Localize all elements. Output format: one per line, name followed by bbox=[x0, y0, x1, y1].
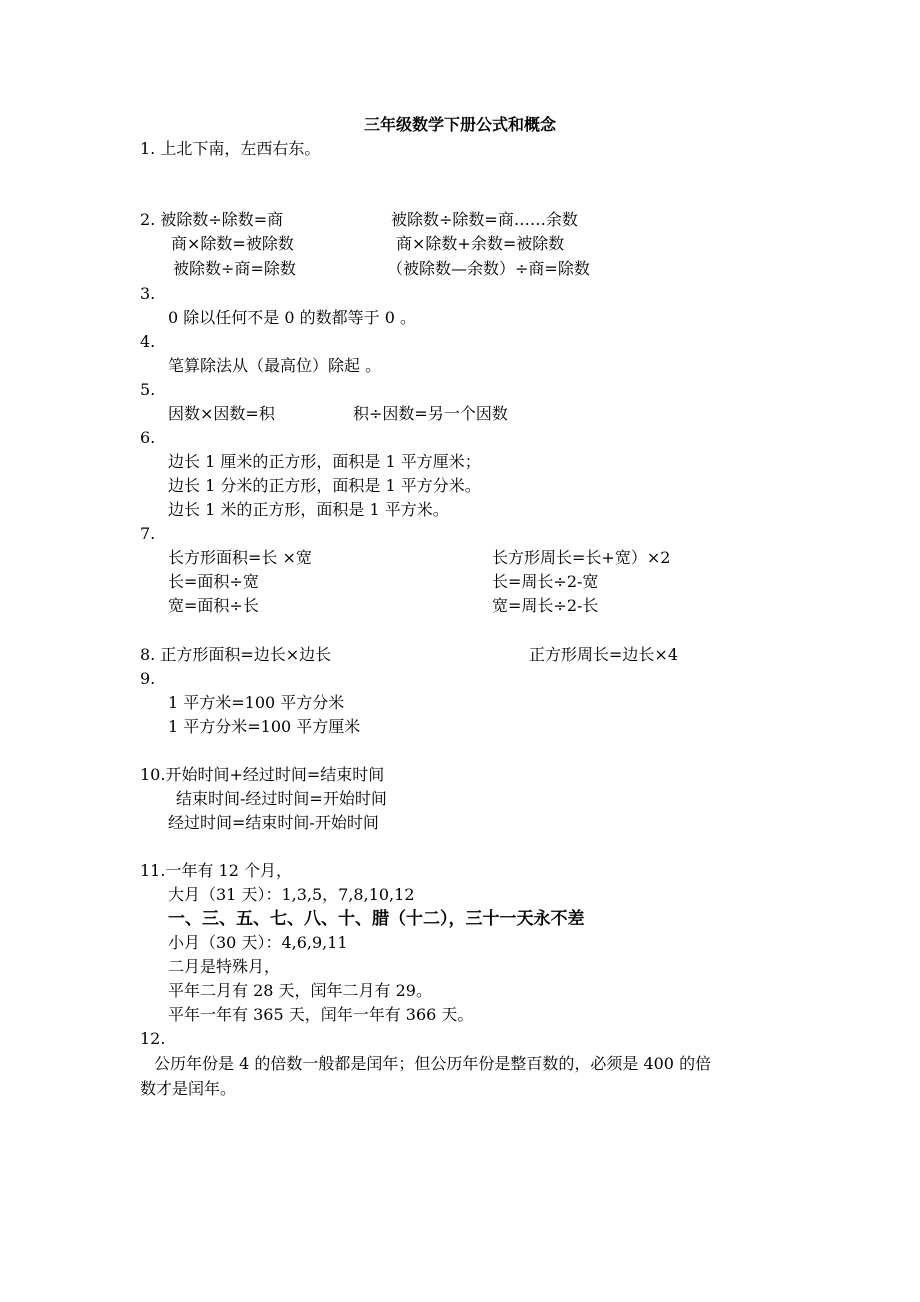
item-11-text-f: 平年二月有 28 天，闰年二月有 29。 bbox=[168, 981, 432, 1000]
item-3-text: 0 除以任何不是 0 的数都等于 0 。 bbox=[168, 308, 416, 327]
item-2-line-e: 被除数÷商=除数 bbox=[173, 259, 296, 278]
item-7-text-a: 长方形面积=长 ×宽 bbox=[168, 548, 312, 567]
item-7-text-c: 长=面积÷宽 bbox=[168, 572, 259, 591]
item-11-text-e: 二月是特殊月， bbox=[168, 957, 281, 976]
item-6-text-b: 边长 1 分米的正方形，面积是 1 平方分米。 bbox=[168, 476, 481, 495]
item-7-number: 7. bbox=[140, 524, 156, 543]
item-5-number: 5. bbox=[140, 380, 156, 399]
item-8-text-b: 正方形周长=边长×4 bbox=[529, 645, 678, 664]
item-7-text-b: 长方形周长=长+宽）×2 bbox=[492, 548, 671, 567]
item-11-text-d: 小月（30 天）：4,6,9,11 bbox=[168, 933, 348, 952]
item-5-text-b: 积÷因数=另一个因数 bbox=[353, 404, 508, 423]
item-5-text-a: 因数×因数=积 bbox=[168, 404, 275, 423]
item-10-text-a: 10.开始时间+经过时间=结束时间 bbox=[140, 765, 385, 784]
item-9-number: 9. bbox=[140, 669, 156, 688]
item-4-number: 4. bbox=[140, 332, 156, 351]
item-11-text-b: 大月（31 天）：1,3,5，7,8,10,12 bbox=[168, 885, 415, 904]
item-11-text-a: 11.一年有 12 个月， bbox=[140, 861, 292, 880]
item-1: 1. 上北下南，左西右东。 bbox=[140, 139, 321, 158]
item-3-number: 3. bbox=[140, 284, 156, 303]
item-8-text-a: 8. 正方形面积=边长×边长 bbox=[140, 645, 332, 664]
item-11-mnemonic: 一、三、五、七、八、十、腊（十二），三十一天永不差 bbox=[168, 909, 585, 929]
item-11-text-g: 平年一年有 365 天，闰年一年有 366 天。 bbox=[168, 1005, 474, 1024]
item-2-line-d: 商×除数+余数=被除数 bbox=[396, 234, 565, 253]
item-6-text-c: 边长 1 米的正方形，面积是 1 平方米。 bbox=[168, 500, 449, 519]
item-10-text-b: 结束时间-经过时间=开始时间 bbox=[176, 789, 387, 808]
item-12-text-a: 公历年份是 4 的倍数一般都是闰年；但公历年份是整百数的，必须是 400 的倍 bbox=[154, 1054, 712, 1073]
item-2-line-a: 2. 被除数÷除数=商 bbox=[140, 210, 284, 229]
item-12-number: 12. bbox=[140, 1029, 166, 1048]
item-6-number: 6. bbox=[140, 428, 156, 447]
item-10-text-c: 经过时间=结束时间-开始时间 bbox=[168, 813, 379, 832]
item-6-text-a: 边长 1 厘米的正方形，面积是 1 平方厘米； bbox=[168, 452, 481, 471]
item-2-line-b: 被除数÷除数=商……余数 bbox=[391, 210, 578, 229]
item-4-text: 笔算除法从（最高位）除起 。 bbox=[168, 356, 382, 375]
item-7-text-e: 宽=面积÷长 bbox=[168, 596, 259, 615]
item-12-text-b: 数才是闰年。 bbox=[140, 1079, 237, 1098]
page-title: 三年级数学下册公式和概念 bbox=[363, 115, 556, 134]
item-9-text-b: 1 平方分米=100 平方厘米 bbox=[168, 717, 361, 736]
item-9-text-a: 1 平方米=100 平方分米 bbox=[168, 693, 345, 712]
item-7-text-f: 宽=周长÷2-长 bbox=[492, 596, 599, 615]
item-2-line-c: 商×除数=被除数 bbox=[171, 234, 294, 253]
item-7-text-d: 长=周长÷2-宽 bbox=[492, 572, 599, 591]
item-2-line-f: （被除数—余数）÷商=除数 bbox=[387, 259, 590, 278]
